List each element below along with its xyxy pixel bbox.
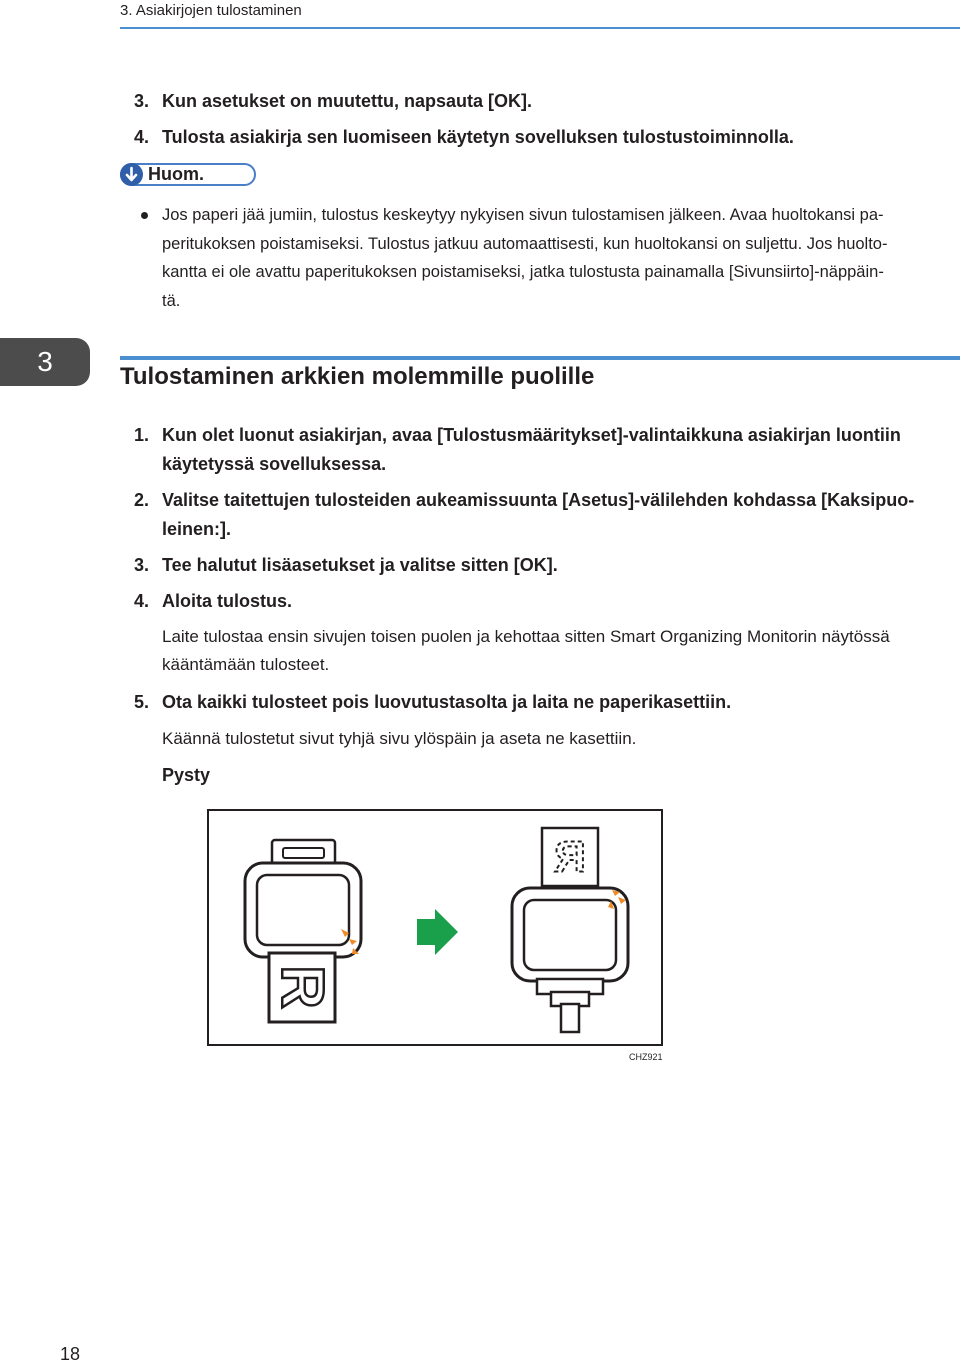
step-text: Ota kaikki tulosteet pois luovutustasolta ja laita ne paperikasettiin. xyxy=(162,692,732,712)
chapter-number: 3 xyxy=(37,346,53,377)
step-number: 4. xyxy=(134,591,150,611)
step-number: 5. xyxy=(134,692,150,712)
note-line: kantta ei ole avattu paperitukoksen poistamiseksi, jatka tulostusta painamalla [Sivunsiirto]-näppäin- xyxy=(162,263,884,281)
bullet-icon xyxy=(141,212,148,219)
section-title: Tulostaminen arkkien molemmille puolille xyxy=(120,363,595,390)
step-5 xyxy=(134,688,934,717)
running-header: 3. Asiakirjojen tulostaminen xyxy=(120,2,302,19)
tray-handle-right-3 xyxy=(561,1004,579,1032)
step-2 xyxy=(134,486,934,544)
note-label: Huom. xyxy=(148,164,204,184)
tray-window xyxy=(257,875,349,945)
note-line: Jos paperi jää jumiin, tulostus keskeytyy nykyisen sivun tulostamisen jälkeen. Avaa huoltokansi pa- xyxy=(162,206,884,224)
arrow-right-icon xyxy=(417,909,458,955)
step-text: Tee halutut lisäasetukset ja valitse sitten [OK]. xyxy=(162,555,558,575)
subheading xyxy=(162,761,462,790)
step-text: Tulosta asiakirja sen luomiseen käytetyn sovelluksen tulostustoiminnolla. xyxy=(162,127,794,147)
step-4-top xyxy=(134,123,934,152)
sheet-letter-faded: R xyxy=(554,832,586,882)
step-number: 2. xyxy=(134,490,150,510)
step-text: leinen:]. xyxy=(162,519,232,539)
note-line: peritukoksen poistamiseksi. Tulostus jatkuu automaattisesti, kun huoltokansi on suljettu. Jos huolto- xyxy=(162,234,888,253)
subheading-text: Pysty xyxy=(162,765,211,785)
step-number: 3. xyxy=(134,555,150,575)
header-rule xyxy=(120,27,960,29)
step-number: 3. xyxy=(134,91,150,111)
tray-handle xyxy=(272,840,335,865)
sheet-letter: R xyxy=(269,965,337,1009)
section-rule xyxy=(120,356,960,360)
note-bullet-text xyxy=(162,201,887,315)
step-3 xyxy=(134,551,934,580)
step-3-top xyxy=(134,87,934,116)
step-4-description: Laite tulostaa ensin sivujen toisen puolen ja kehottaa sitten Smart Organizing Monitorin näytössä xyxy=(162,627,890,646)
step-1 xyxy=(134,421,934,479)
figure-code: CHZ921 xyxy=(629,1052,663,1062)
page-number: 18 xyxy=(60,1344,81,1364)
step-text: Aloita tulostus. xyxy=(162,591,292,611)
step-4-description: kääntämään tulosteet. xyxy=(162,655,330,674)
step-5-description: Käännä tulostetut sivut tyhjä sivu ylöspäin ja aseta ne kasettiin. xyxy=(162,729,637,748)
step-text: käytetyssä sovelluksessa. xyxy=(162,454,387,474)
step-text: Kun asetukset on muutettu, napsauta [OK]. xyxy=(162,91,533,111)
paper-tray-illustration xyxy=(209,811,661,1044)
step-text: Kun olet luonut asiakirjan, avaa [Tulostusmääritykset]-valintaikkuna asiakirjan luontiin xyxy=(162,425,901,445)
arrow-down-icon xyxy=(120,163,143,186)
figure-frame xyxy=(207,809,663,1046)
step-number: 4. xyxy=(134,127,150,147)
note-line: tä. xyxy=(162,291,181,310)
tray-window-right xyxy=(524,900,616,970)
step-4 xyxy=(134,587,934,616)
step-number: 1. xyxy=(134,425,150,445)
step-text: Valitse taitettujen tulosteiden aukeamissuunta [Asetus]-välilehden kohdassa [Kaksipuo- xyxy=(162,490,915,510)
